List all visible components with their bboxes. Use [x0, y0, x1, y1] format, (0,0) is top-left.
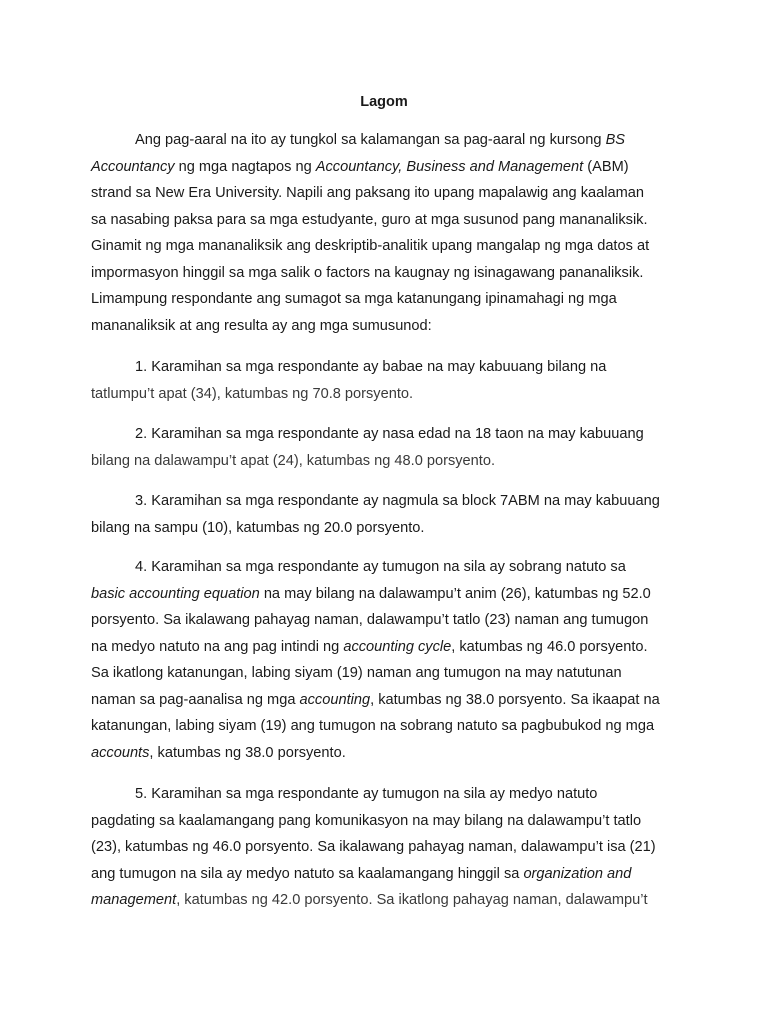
intro-line-4: sa nasabing paksa para sa mga estudyante, guro at mga susunod pang mananaliksik. — [91, 211, 648, 228]
finding-2-line-1: 2. Karamihan sa mga respondante ay nasa edad na 18 taon na may kabuuang — [135, 426, 644, 442]
finding-4-line-5: Sa ikatlong katanungan, labing siyam (19) naman ang tumugon na may natutunan — [91, 665, 622, 681]
finding-4-line-2: na may bilang na dalawampu’t anim (26), katumbas ng 52.0 — [259, 585, 651, 602]
finding-5-line-4: ang tumugon na sila ay medyo natuto sa kaalamangang hinggil sa — [91, 865, 524, 882]
finding-4-line-1: 4. Karamihan sa mga respondante ay tumugon na sila ay sobrang natuto sa — [135, 559, 626, 575]
finding-4-line-6-end: , katumbas ng 38.0 porsyento. Sa ikaapat na — [370, 691, 660, 708]
finding-4-term-accounting: accounting — [299, 691, 371, 708]
intro-line-7: Limampung respondante ang sumagot sa mga katanungang ipinamahagi ng mga — [91, 291, 617, 307]
finding-4-line-4: na medyo natuto na ang pag intindi ng — [91, 638, 344, 655]
finding-item-5 — [91, 781, 678, 914]
finding-1-line-1: 1. Karamihan sa mga respondante ay babae na may kabuuang bilang na — [135, 359, 607, 375]
finding-4-line-7: katanungan, labing siyam (19) ang tumugon na sobrang natuto sa pagbubukod ng mga — [91, 718, 655, 734]
intro-line-1: Ang pag-aaral na ito ay tungkol sa kalamangan sa pag-aaral ng kursong — [135, 132, 606, 148]
finding-4-term-accounts: accounts — [91, 744, 150, 761]
intro-line-8: mananaliksik at ang resulta ay ang mga sumusunod: — [91, 317, 432, 334]
finding-1-line-2: tatlumpu’t apat (34), katumbas ng 70.8 porsyento. — [91, 385, 414, 402]
finding-5-line-3: (23), katumbas ng 46.0 porsyento. Sa ikalawang pahayag naman, dalawampu’t isa (21) — [91, 839, 656, 855]
finding-5-line-5: , katumbas ng 42.0 porsyento. Sa ikatlong pahayag naman, dalawampu’t — [176, 892, 648, 908]
finding-4-term-equation: basic accounting equation — [91, 585, 260, 602]
intro-course-name: BS — [605, 132, 626, 148]
finding-5-line-1: 5. Karamihan sa mga respondante ay tumugon na sila ay medyo natuto — [135, 786, 598, 802]
summary-intro-paragraph — [91, 127, 678, 339]
intro-strand-abbr: (ABM) — [583, 158, 629, 175]
finding-2-line-2: bilang na dalawampu’t apat (24), katumbas ng 48.0 porsyento. — [91, 452, 496, 469]
finding-5-line-2: pagdating sa kaalamangang pang komunikasyon na may bilang na dalawampu’t tatlo — [91, 812, 642, 829]
intro-line-5: Ginamit ng mga mananaliksik ang deskriptib-analitik upang mangalap ng mga datos at — [91, 238, 650, 254]
finding-5-term-org: organization and — [523, 865, 632, 882]
finding-item-2 — [91, 421, 678, 474]
finding-4-line-4-end: , katumbas ng 46.0 porsyento. — [451, 638, 648, 655]
finding-item-3 — [91, 488, 678, 541]
finding-4-line-6: naman sa pag-aanalisa ng mga — [91, 691, 300, 708]
finding-4-line-8: , katumbas ng 38.0 porsyento. — [149, 744, 346, 761]
intro-course-name-cont: Accountancy — [91, 158, 175, 175]
finding-item-1 — [91, 354, 678, 407]
intro-strand-name: Accountancy, Business and Management — [315, 158, 584, 175]
intro-line-6: impormasyon hinggil sa mga salik o factors na kaugnay ng isinagawang pananaliksik. — [91, 264, 644, 281]
finding-4-term-cycle: accounting cycle — [343, 638, 452, 655]
finding-4-line-3: porsyento. Sa ikalawang pahayag naman, dalawampu’t tatlo (23) naman ang tumugon — [91, 612, 649, 628]
finding-item-4 — [91, 554, 678, 766]
intro-line-2: ng mga nagtapos ng — [174, 158, 316, 175]
finding-3-line-1: 3. Karamihan sa mga respondante ay nagmula sa block 7ABM na may kabuuang — [135, 493, 660, 509]
page-title: Lagom — [360, 94, 408, 110]
finding-5-term-management: management — [91, 892, 177, 908]
finding-3-line-2: bilang na sampu (10), katumbas ng 20.0 porsyento. — [91, 519, 425, 536]
intro-line-3: strand sa New Era University. Napili ang paksang ito upang mapalawig ang kaalaman — [91, 185, 644, 201]
